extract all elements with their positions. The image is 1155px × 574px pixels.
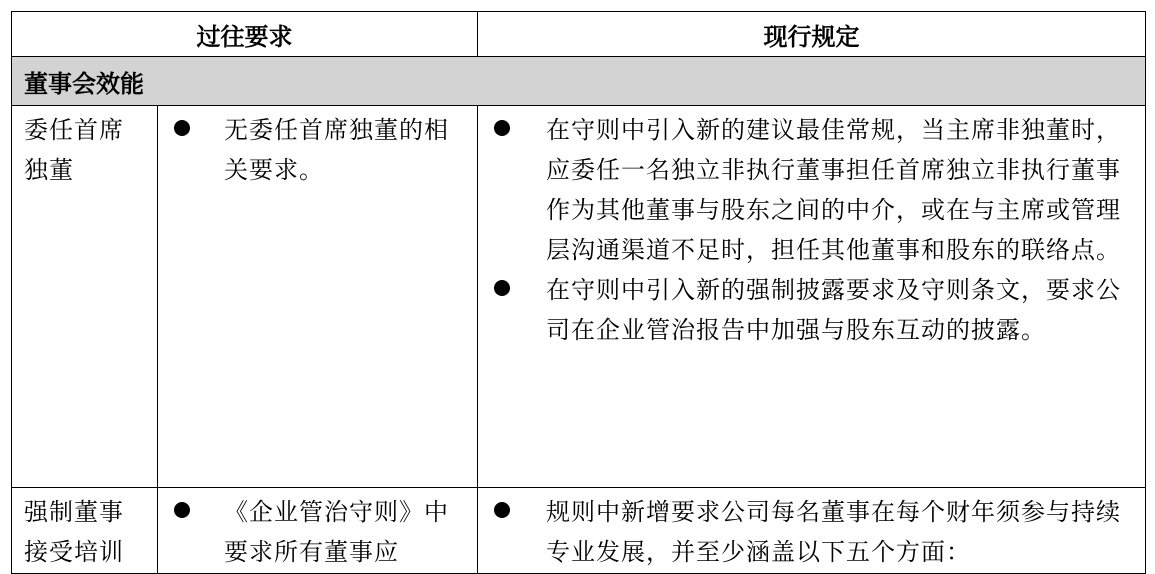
current-text: 在守则中引入新的强制披露要求及守则条文，要求公司在企业管治报告中加强与股东互动的披露。 (546, 276, 1121, 344)
current-text: 规则中新增要求公司每名董事在每个财年须参与持续专业发展，并至少涵盖以下五个方面： (546, 498, 1121, 566)
past-cell (158, 488, 478, 574)
list-item (546, 110, 1139, 270)
section-title: 董事会效能 (12, 57, 1146, 106)
topic-cell (12, 488, 158, 574)
section-row (12, 57, 1146, 106)
list-item (546, 270, 1139, 350)
past-text: 《企业管治守则》中要求所有董事应 (224, 498, 449, 566)
bullet-icon (174, 502, 190, 518)
header-row (12, 12, 1146, 57)
header-past: 过往要求 (12, 12, 478, 57)
header-current: 现行规定 (478, 12, 1146, 57)
topic-cell (12, 106, 158, 488)
past-text: 无委任首席独董的相关要求。 (224, 116, 449, 184)
list-item (546, 492, 1139, 572)
bullet-icon (494, 502, 510, 518)
past-cell (158, 106, 478, 488)
table-row (12, 106, 1146, 488)
topic-text: 强制董事接受培训 (24, 498, 124, 566)
bullet-icon (494, 280, 510, 296)
bullet-icon (174, 120, 190, 136)
topic-text: 委任首席独董 (24, 116, 124, 184)
comparison-table (11, 11, 1146, 574)
table-row (12, 488, 1146, 574)
current-cell (478, 106, 1146, 488)
bullet-icon (494, 120, 510, 136)
current-cell (478, 488, 1146, 574)
current-text: 在守则中引入新的建议最佳常规，当主席非独董时，应委任一名独立非执行董事担任首席独立非执行董事作为其他董事与股东之间的中介，或在与主席或管理层沟通渠道不足时，担任其他董事和股东的联络点。 (546, 116, 1121, 264)
